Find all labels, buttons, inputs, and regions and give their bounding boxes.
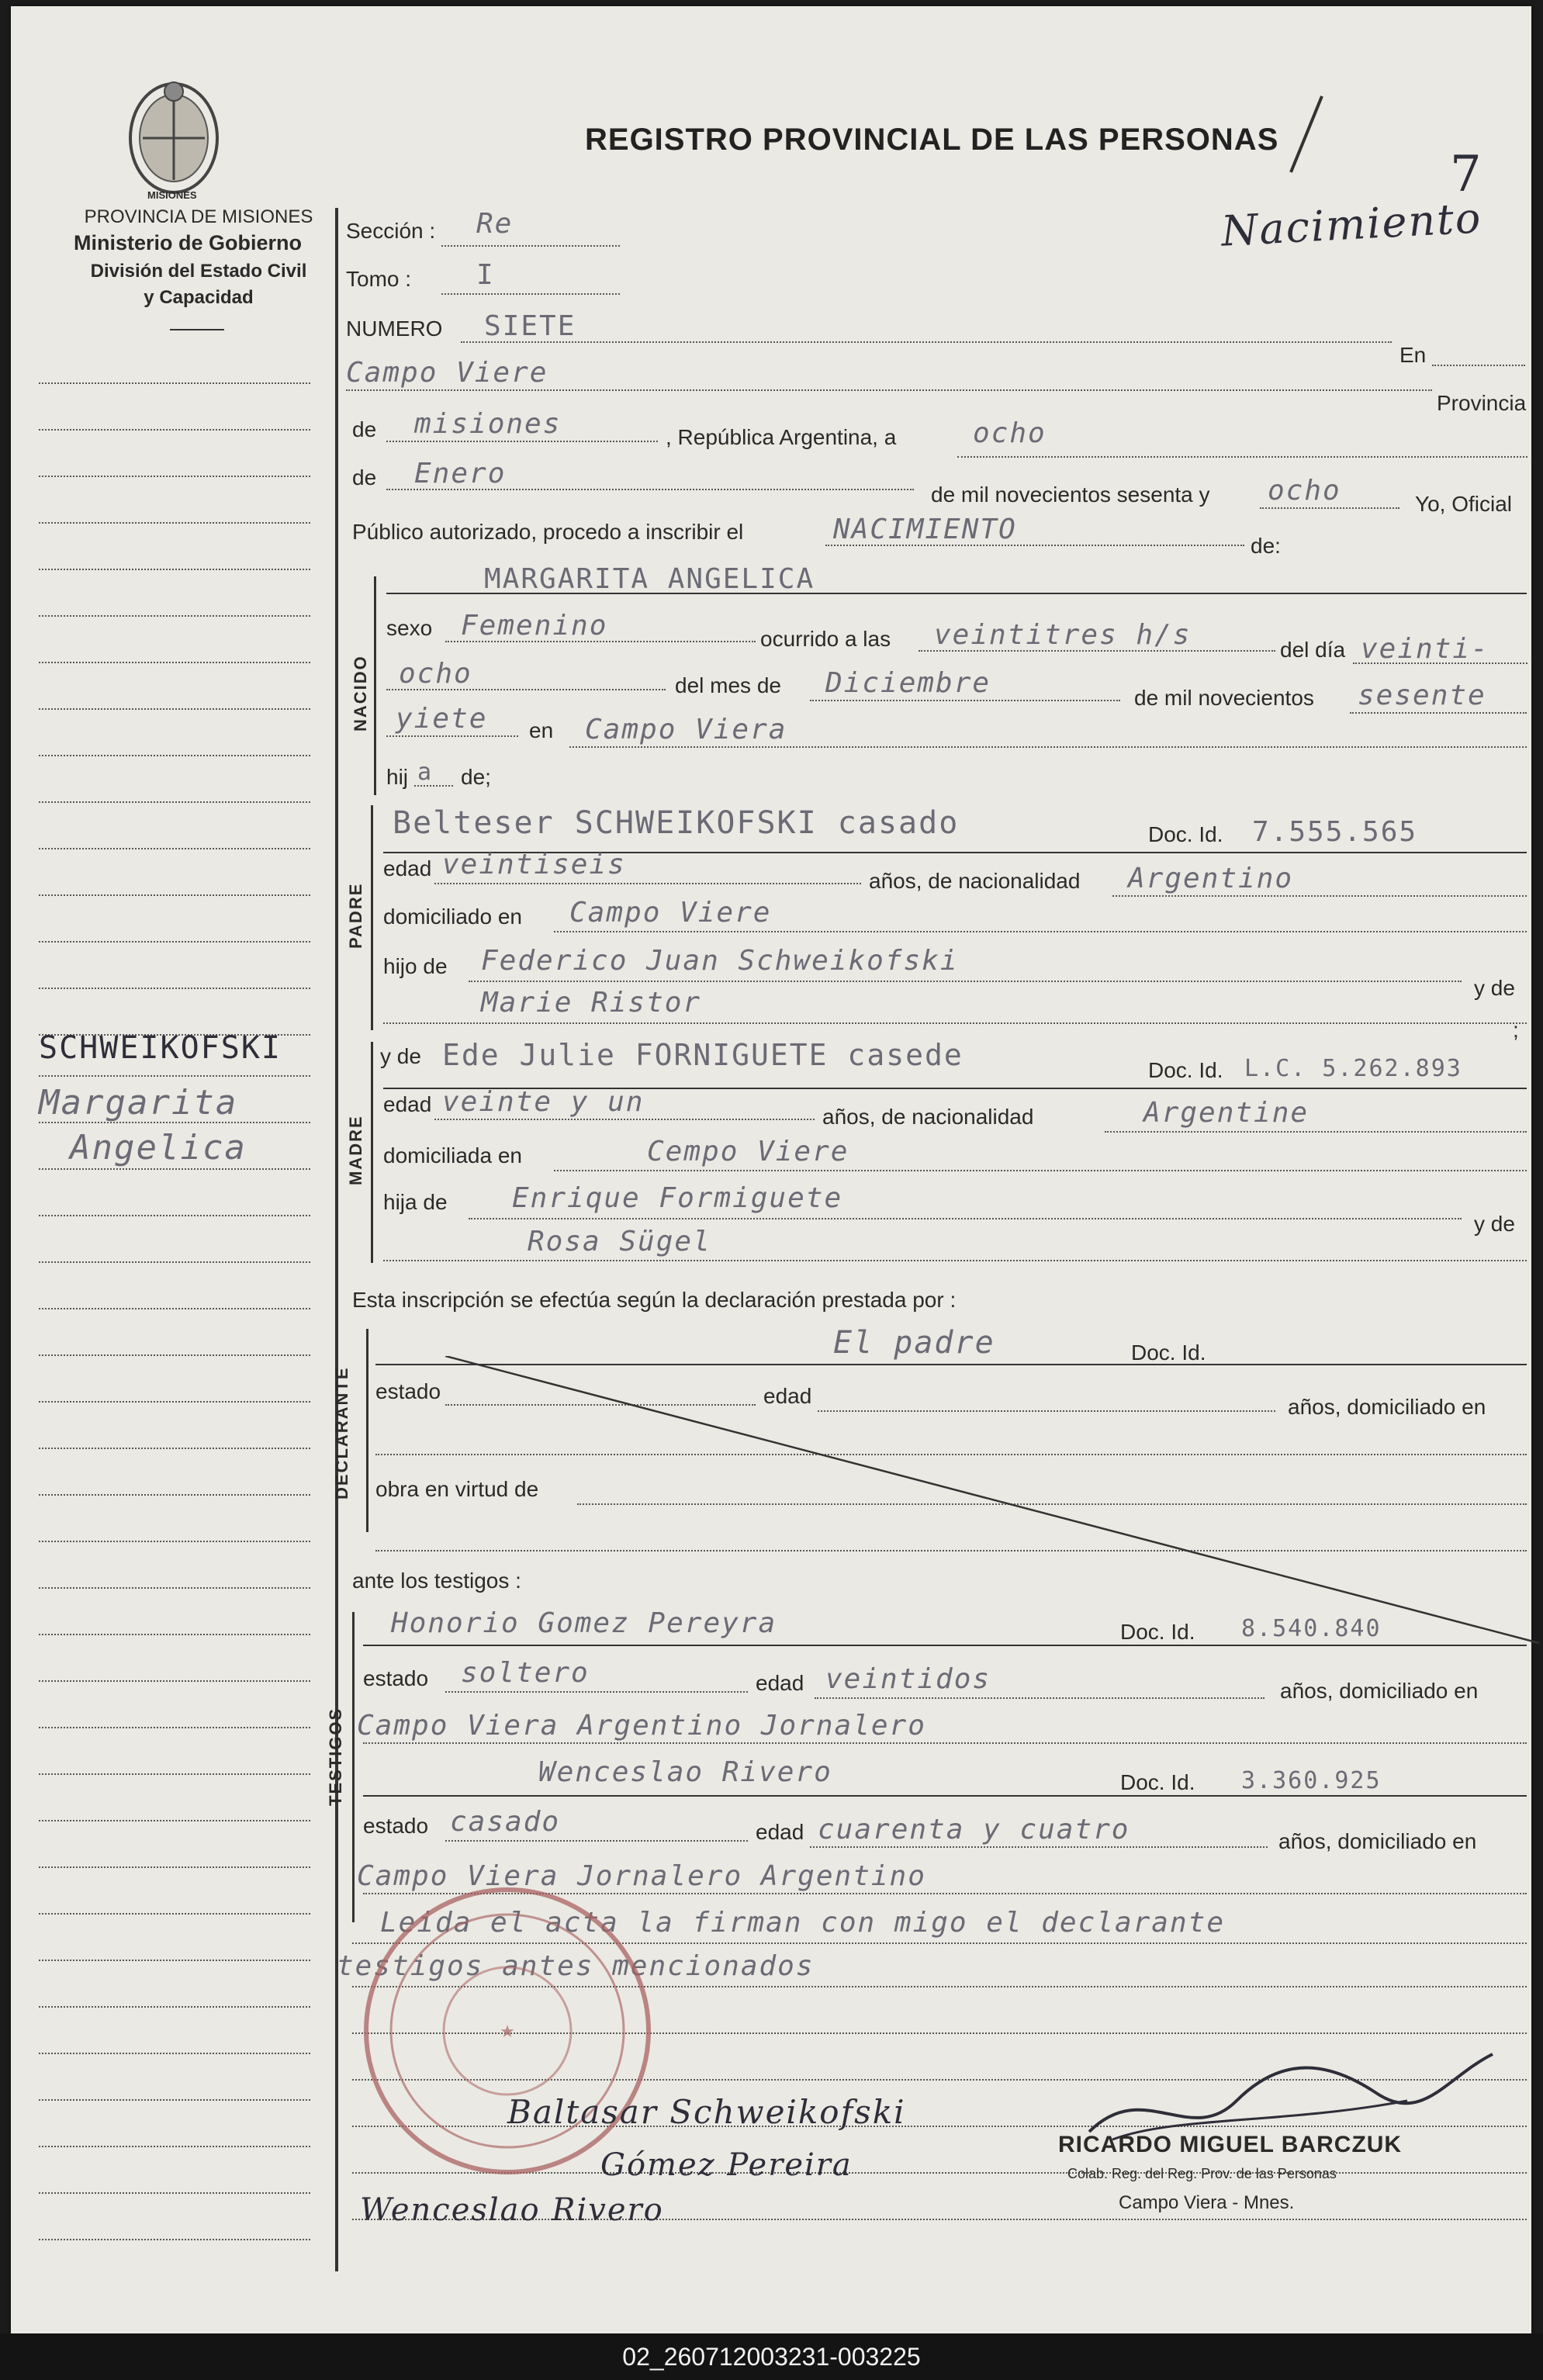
- dia-value: ocho: [973, 417, 1047, 449]
- padre-anos-nac-label: años, de nacionalidad: [869, 869, 1081, 893]
- dia-nac2-line: [386, 689, 666, 690]
- margin-note: Nacimiento: [1220, 193, 1483, 256]
- testigos-label: TESTIGOS: [326, 1707, 345, 1806]
- anio-nac-line: [1350, 712, 1527, 714]
- testigo1-nombre-line: [363, 1645, 1527, 1646]
- margin-name1: Margarita: [39, 1083, 238, 1123]
- anio-nac-value: sesente: [1358, 680, 1486, 711]
- testigo2-estado-label: estado: [363, 1814, 429, 1838]
- signature-2: Gómez Pereira: [600, 2147, 853, 2183]
- ante-testigos-label: ante los testigos :: [352, 1569, 521, 1593]
- page-number: 7: [1450, 146, 1483, 203]
- madre-edad-label: edad: [383, 1092, 432, 1116]
- nacido-bar: [374, 576, 376, 795]
- mes-line: [386, 489, 914, 490]
- official-stamp-icon: [352, 1876, 663, 2186]
- hij-line: [414, 785, 453, 787]
- officer-name: RICARDO MIGUEL BARCZUK: [1058, 2132, 1403, 2157]
- testigo2-doc-label: Doc. Id.: [1120, 1770, 1195, 1794]
- declarante-doc-label: Doc. Id.: [1131, 1340, 1206, 1365]
- lugar-nac-line: [569, 746, 1527, 748]
- hora-value: veintitres h/s: [934, 619, 1192, 651]
- hij-label: hij: [386, 765, 409, 789]
- numero-line: [461, 341, 1392, 343]
- agency-line3: División del Estado Civil: [90, 261, 307, 282]
- testigo1-anos-dom-label: años, domiciliado en: [1280, 1679, 1479, 1703]
- en-label: En: [1399, 343, 1427, 367]
- padre-edad-line: [434, 883, 861, 884]
- testigo1-edad-value: veintidos: [825, 1663, 991, 1695]
- madre-hija-de2-line: [383, 1260, 1527, 1261]
- padre-dom-label: domiciliado en: [383, 905, 522, 929]
- declarante-obra-label: obra en virtud de: [375, 1477, 539, 1501]
- padre-doc-label: Doc. Id.: [1148, 822, 1223, 846]
- testigo1-dom-value: Campo Viera Argentino Jornalero: [357, 1710, 926, 1742]
- nacido-label: NACIDO: [351, 655, 370, 732]
- declarante-edad-label: edad: [763, 1384, 812, 1408]
- declarante-anos-dom-label: años, domiciliado en: [1288, 1395, 1486, 1419]
- coat-of-arms-icon: [119, 76, 228, 200]
- madre-y-de-label: y de: [380, 1044, 421, 1068]
- testigo1-estado-line: [445, 1691, 748, 1693]
- madre-label: MADRE: [346, 1115, 365, 1185]
- testigo2-edad-value: cuarenta y cuatro: [818, 1814, 1130, 1846]
- padre-dom-line: [554, 931, 1527, 932]
- dia-nac-value: veinti-: [1361, 633, 1489, 665]
- de-colon-label: de:: [1251, 534, 1281, 558]
- tomo-value: I: [476, 259, 495, 291]
- dia-nac-line: [1353, 662, 1527, 664]
- padre-nac-line: [1112, 895, 1527, 897]
- mes-value: Enero: [414, 458, 507, 489]
- agency-underline: [170, 329, 224, 330]
- padre-edad-label: edad: [383, 856, 432, 880]
- localidad-value: Campo Viere: [346, 357, 548, 389]
- testigo2-nombre-value: Wenceslao Rivero: [538, 1756, 832, 1788]
- padre-y-de-label: y de: [1474, 976, 1515, 1000]
- madre-doc-label: Doc. Id.: [1148, 1058, 1223, 1082]
- anio-value: ocho: [1268, 475, 1341, 507]
- madre-edad-value: veinte y un: [442, 1086, 645, 1118]
- testigo2-edad-label: edad: [756, 1820, 804, 1844]
- provincia-line: [386, 441, 658, 442]
- leida-line1: Leida el acta la firman con migo el declarante: [380, 1907, 1225, 1939]
- agency-line1: PROVINCIA DE MISIONES: [84, 206, 313, 227]
- mes-nac-line: [810, 700, 1120, 701]
- de-label: de: [352, 417, 377, 441]
- leida-line2: testigos antes mencionados: [337, 1950, 815, 1982]
- anio-nac2-line: [386, 735, 518, 737]
- yo-oficial-label: Yo, Oficial: [1415, 492, 1513, 516]
- testigo2-estado-value: casado: [450, 1806, 561, 1838]
- madre-hija-de-line: [469, 1218, 1462, 1219]
- anio-line: [1260, 507, 1399, 509]
- seccion-value: Re: [476, 208, 514, 240]
- officer-title: Colab. Reg. del Reg. Prov. de las Personas: [1067, 2166, 1337, 2181]
- sexo-value: Femenino: [461, 610, 608, 642]
- padre-hijo-de2-line: [383, 1022, 1527, 1024]
- numero-value: SIETE: [484, 310, 576, 342]
- margin-name2: Angelica: [70, 1128, 247, 1168]
- madre-dom-value: Cempo Viere: [647, 1136, 849, 1168]
- agency-line2: Ministerio de Gobierno: [73, 231, 303, 254]
- tomo-label: Tomo :: [346, 267, 412, 291]
- testigo1-edad-line: [815, 1697, 1264, 1699]
- padre-doc-value: 7.555.565: [1252, 816, 1418, 848]
- padre-bar: [371, 805, 373, 1030]
- footer-id: 02_260712003231-003225: [0, 2333, 1543, 2380]
- dia-line: [957, 456, 1527, 458]
- madre-anos-nac-label: años, de nacionalidad: [822, 1105, 1034, 1129]
- en-line: [1432, 365, 1525, 366]
- de2-label: de: [352, 465, 377, 489]
- sexo-label: sexo: [386, 616, 433, 640]
- madre-bar: [371, 1042, 373, 1263]
- tomo-line: [441, 293, 620, 295]
- seal-text: MISIONES: [147, 189, 197, 201]
- padre-label: PADRE: [346, 882, 365, 949]
- anio-nac2-value: yiete: [396, 703, 488, 735]
- signature-1: Baltasar Schweikofski: [507, 2093, 906, 2131]
- mes-nac-value: Diciembre: [825, 667, 991, 699]
- officer-place: Campo Viera - Mnes.: [1119, 2192, 1295, 2213]
- madre-hija-de-label: hija de: [383, 1190, 448, 1214]
- hora-line: [919, 650, 1275, 652]
- testigo1-estado-value: soltero: [461, 1657, 590, 1689]
- provincia-label: Provincia: [1437, 391, 1527, 415]
- madre-nac-line: [1105, 1131, 1527, 1133]
- declaracion-label: Esta inscripción se efectúa según la declaración prestada por :: [352, 1288, 957, 1312]
- testigo2-edad-line: [810, 1846, 1268, 1848]
- declarante-label: DECLARANTE: [332, 1366, 351, 1500]
- testigo2-estado-line: [445, 1840, 748, 1842]
- ocurrido-label: ocurrido a las: [760, 627, 891, 651]
- numero-label: NUMERO: [346, 317, 443, 341]
- padre-hijo-de-line: [469, 981, 1462, 982]
- padre-edad-value: veintiseis: [442, 849, 626, 880]
- hij-value: a: [417, 759, 434, 786]
- madre-y-de2-label: y de: [1474, 1212, 1515, 1236]
- madre-dom-label: domiciliada en: [383, 1143, 522, 1168]
- document-page: [11, 6, 1531, 2333]
- nombre-value: MARGARITA ANGELICA: [484, 563, 815, 595]
- testigo1-dom-line: [363, 1742, 1527, 1744]
- strike-through-line: [445, 1356, 1543, 1651]
- padre-hijo-de-label: hijo de: [383, 954, 448, 978]
- en-lower-label: en: [529, 718, 554, 742]
- testigo1-estado-label: estado: [363, 1666, 429, 1690]
- madre-doc-value: L.C. 5.262.893: [1244, 1055, 1462, 1082]
- padre-hijo-de2-value: Marie Ristor: [481, 987, 702, 1019]
- padre-nac-value: Argentino: [1128, 863, 1294, 894]
- tipo-acta-value: NACIMIENTO: [833, 514, 1017, 545]
- localidad-line: [346, 389, 1432, 391]
- testigo2-nombre-line: [363, 1795, 1527, 1797]
- del-dia-label: del día: [1280, 638, 1346, 662]
- testigo1-edad-label: edad: [756, 1671, 804, 1695]
- signature-3: Wenceslao Rivero: [360, 2192, 664, 2228]
- padre-dom-value: Campo Viere: [569, 897, 772, 929]
- tipo-acta-line: [825, 545, 1244, 546]
- padre-semicolon: ;: [1513, 1018, 1519, 1042]
- publico-label: Público autorizado, procedo a inscribir el: [352, 520, 744, 544]
- seccion-line: [441, 245, 620, 247]
- padre-hijo-de-value: Federico Juan Schweikofski: [481, 945, 959, 977]
- provincia-value: misiones: [414, 408, 562, 440]
- madre-hija-de-value: Enrique Formiguete: [512, 1182, 843, 1214]
- sexo-line: [445, 641, 756, 642]
- declarante-value: El padre: [833, 1325, 995, 1361]
- republica-label: , República Argentina, a: [666, 425, 897, 449]
- document-title: REGISTRO PROVINCIAL DE LAS PERSONAS: [585, 123, 1279, 157]
- svg-text:★: ★: [500, 2022, 515, 2041]
- de-semicolon-label: de;: [461, 765, 491, 789]
- de-mil-nov-label: de mil novecientos: [1134, 686, 1314, 710]
- dia-nac2-value: ocho: [399, 658, 472, 690]
- testigo1-doc-label: Doc. Id.: [1120, 1620, 1195, 1644]
- de-mil-label: de mil novecientos sesenta y: [931, 483, 1210, 507]
- testigo2-dom-value: Campo Viera Jornalero Argentino: [357, 1860, 926, 1892]
- madre-nac-value: Argentine: [1143, 1097, 1309, 1129]
- declarante-bar: [366, 1329, 368, 1532]
- margin-surname: SCHWEIKOFSKI: [39, 1030, 282, 1066]
- madre-hija-de2-value: Rosa Sügel: [528, 1226, 711, 1257]
- testigo2-doc-value: 3.360.925: [1241, 1767, 1382, 1794]
- agency-line4: y Capacidad: [144, 287, 254, 308]
- nombre-line: [386, 593, 1527, 594]
- madre-nombre-value: Ede Julie FORNIGUETE casede: [442, 1038, 964, 1072]
- testigo1-doc-value: 8.540.840: [1241, 1615, 1382, 1642]
- padre-nombre-value: Belteser SCHWEIKOFSKI casado: [393, 805, 960, 841]
- seccion-label: Sección :: [346, 219, 436, 243]
- madre-dom-line: [554, 1170, 1527, 1171]
- madre-edad-line: [434, 1119, 815, 1120]
- del-mes-label: del mes de: [675, 673, 781, 697]
- testigo1-nombre-value: Honorio Gomez Pereyra: [391, 1607, 777, 1639]
- slash-mark-icon: [1275, 92, 1337, 177]
- declarante-estado-label: estado: [375, 1379, 441, 1403]
- lugar-nac-value: Campo Viera: [585, 714, 787, 745]
- testigo2-anos-dom-label: años, domiciliado en: [1278, 1829, 1477, 1853]
